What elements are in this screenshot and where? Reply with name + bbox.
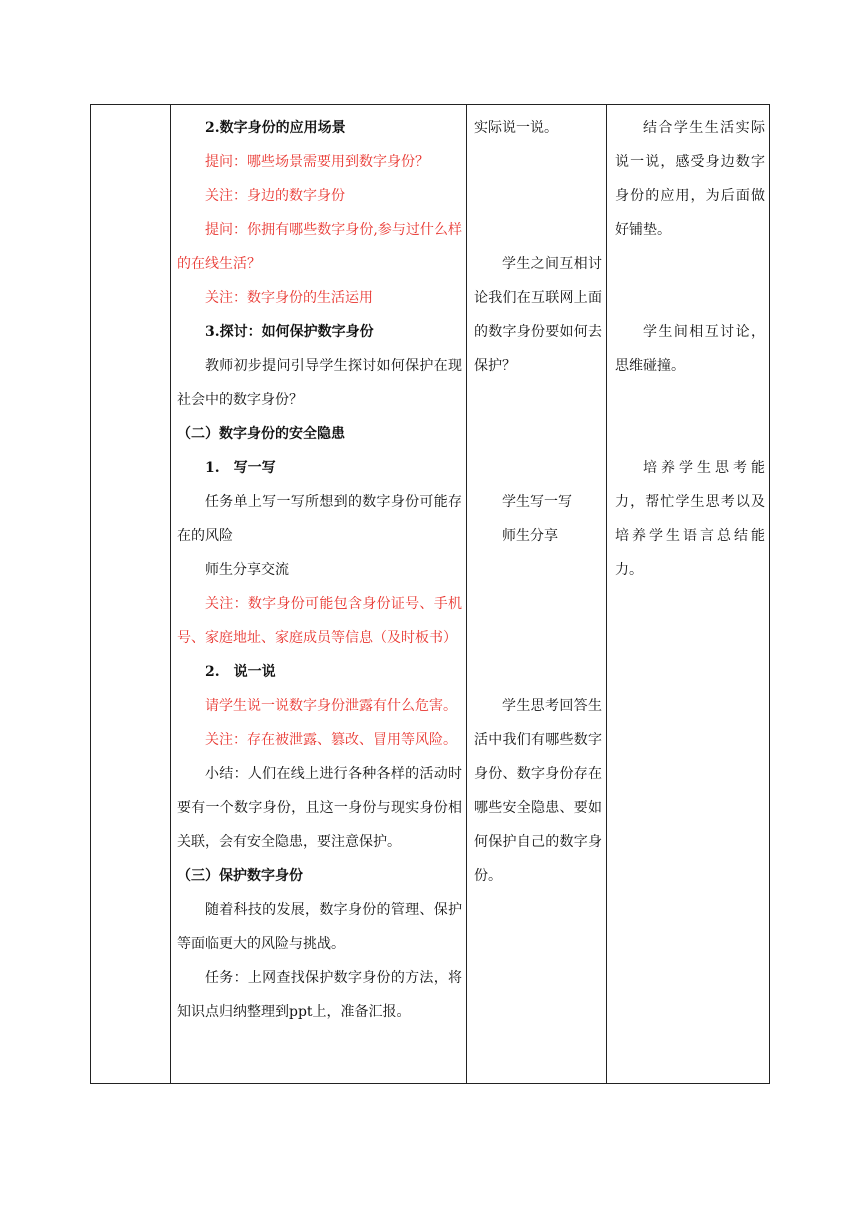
note-text: 关注：数字身份的生活运用 (205, 290, 373, 306)
section-title: （二）数字身份的安全隐患 (177, 426, 345, 442)
body-text: 师生分享交流 (205, 562, 289, 578)
summary-text: 小结：人们在线上进行各种各样的活动时要有一个数字身份，且这一身份与现实身份相关联，会有安全隐患，要注意保护。 (177, 766, 462, 850)
note-text: 关注：数字身份可能包含身份证号、手机号、家庭地址、家庭成员等信息（及时板书） (177, 596, 462, 646)
note-text: 关注：存在被泄露、篡改、冒用等风险。 (205, 732, 457, 748)
student-activity-cell (474, 111, 602, 893)
section-title: （三）保护数字身份 (177, 868, 303, 884)
student-text: 学生之间互相讨论我们在互联网上面的数字身份要如何去保护？ (474, 256, 602, 374)
body-text: 任务单上写一写所想到的数字身份可能存在的风险 (177, 494, 462, 544)
question-text: 提问：你拥有哪些数字身份,参与过什么样的在线生活？ (177, 222, 462, 272)
intent-text: 培养学生思考能力，帮忙学生思考以及培养学生语言总结能力。 (615, 460, 765, 578)
section-heading: 3.探讨：如何保护数字身份 (205, 324, 374, 340)
question-text: 提问：哪些场景需要用到数字身份？ (205, 154, 429, 170)
task-text: 任务：上网查找保护数字身份的方法，将知识点归纳整理到ppt上，准备汇报。 (177, 970, 462, 1020)
student-text: 学生写一写 (502, 494, 572, 510)
lesson-plan-table (90, 104, 770, 1084)
body-text: 随着科技的发展，数字身份的管理、保护等面临更大的风险与挑战。 (177, 902, 462, 952)
student-text: 学生思考回答生活中我们有哪些数字身份、数字身份存在哪些安全隐患、要如何保护自己的数字身份。 (474, 698, 602, 884)
column-divider (170, 105, 171, 1083)
question-text: 请学生说一说数字身份泄露有什么危害。 (205, 698, 457, 714)
intent-text: 学生间相互讨论，思维碰撞。 (615, 324, 765, 374)
section-heading: 2. 说一说 (205, 664, 276, 680)
design-intent-cell (615, 111, 765, 587)
intent-text: 结合学生生活实际说一说，感受身边数字身份的应用，为后面做好铺垫。 (615, 120, 765, 238)
teacher-activity-cell (177, 111, 462, 1029)
student-text: 实际说一说。 (474, 120, 558, 136)
note-text: 关注：身边的数字身份 (205, 188, 345, 204)
section-heading: 2.数字身份的应用场景 (205, 120, 346, 136)
column-divider (466, 105, 467, 1083)
column-divider (606, 105, 607, 1083)
body-text: 教师初步提问引导学生探讨如何保护在现社会中的数字身份？ (177, 358, 462, 408)
student-text: 师生分享 (502, 528, 558, 544)
section-heading: 1. 写一写 (205, 460, 276, 476)
